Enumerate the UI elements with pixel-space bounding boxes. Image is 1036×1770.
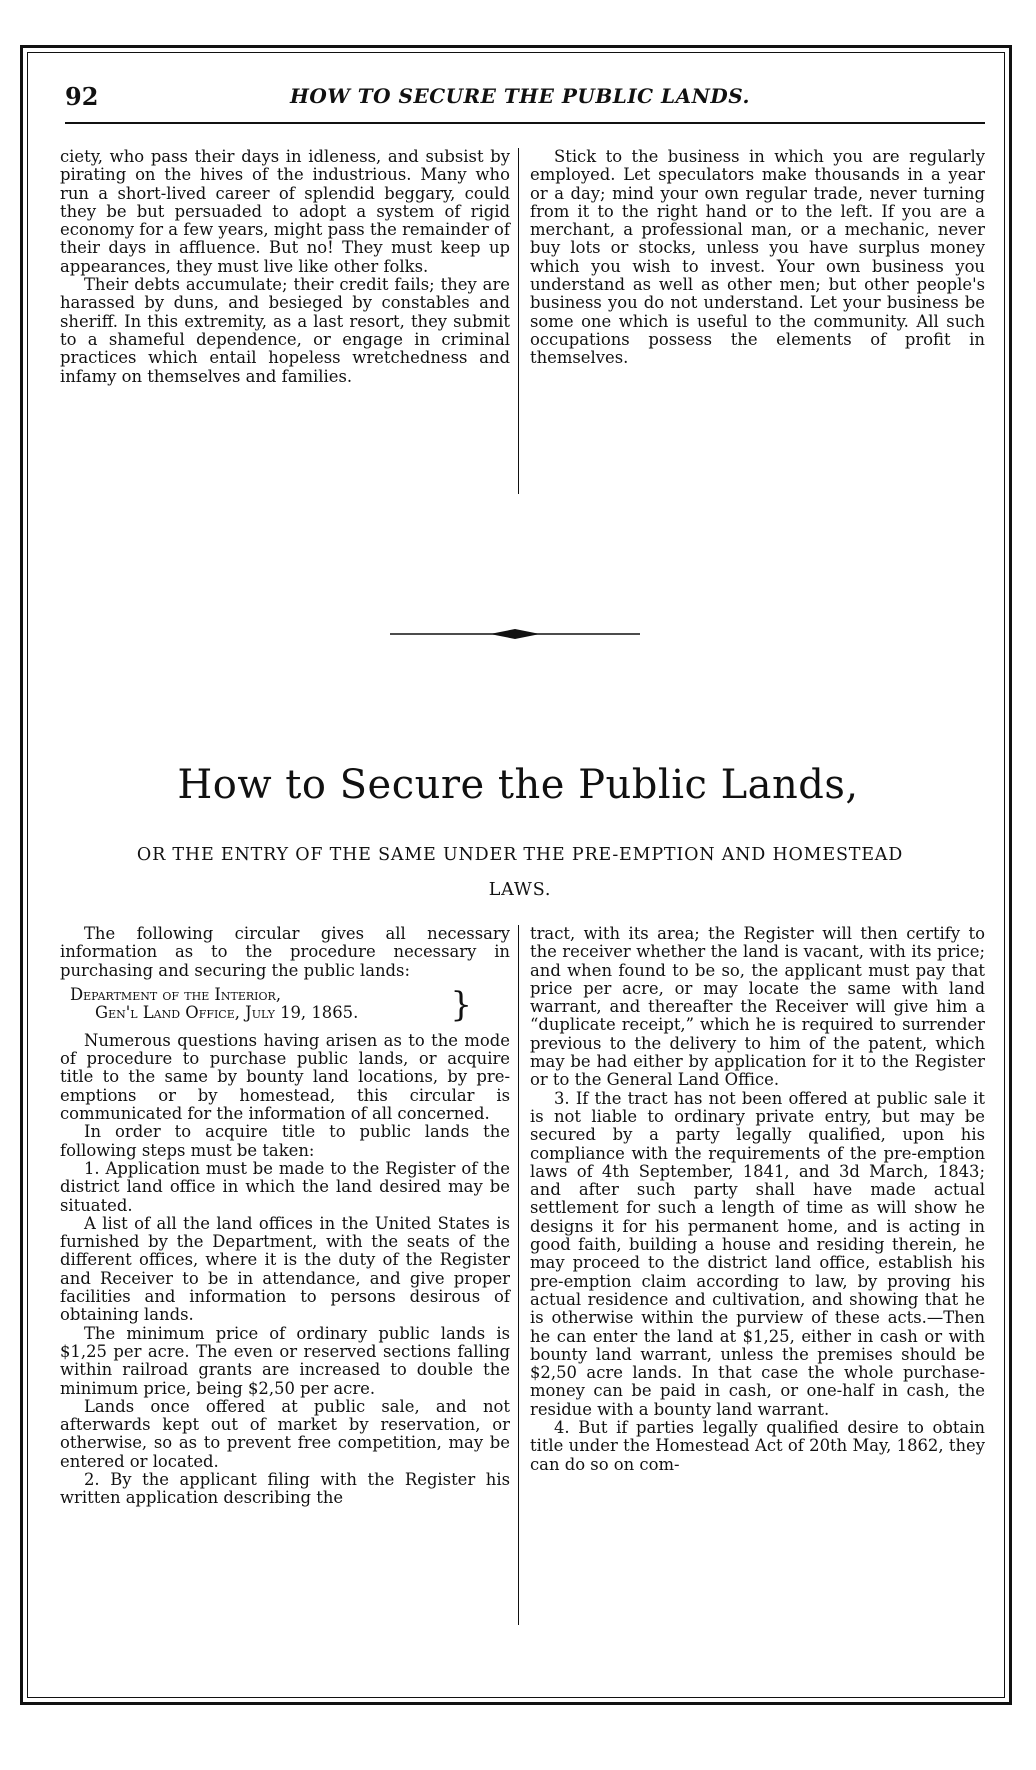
dateline-line: Gen'l Land Office, July 19, 1865. — [95, 1002, 359, 1022]
bottom-right-column — [530, 925, 985, 1474]
paragraph: 3. If the tract has not been offered at public sale it is not liable to ordinary private entry, but may be secured by a party legally qualified, upon his compliance with the requirements of the pre-emption laws of 4th September, 1841, and 3d March, 1843; and after such party shall have made actual settlement for such a length of time as will show he designs it for his permanent home, and is acting in good faith, building a house and residing therein, he may proceed to the district land office, establish his pre-emption claim according to law, by proving his actual residence and cultivation, and showing that he is otherwise within the purview of these acts.—Then he can enter the land at $1,25, either in cash or with bounty land warrant, unless the premises should be $2,50 acre lands. In that case the whole purchase-money can be paid in cash, or one-half in cash, the residue with a bounty land warrant. — [530, 1088, 985, 1419]
top-right-column — [530, 148, 985, 368]
paragraph: The minimum price of ordinary public lands is $1,25 per acre. The even or reserved sections falling within railroad grants are increased to double the minimum price, being $2,50 per acre. — [60, 1323, 510, 1398]
dateline — [70, 984, 510, 1025]
subtitle-line: LAWS. — [488, 880, 552, 900]
paragraph: 1. Application must be made to the Register of the district land office in which the land desired may be situated. — [60, 1158, 510, 1215]
section-title: How to Secure the Public Lands, — [177, 762, 859, 808]
paragraph: Stick to the business in which you are regularly employed. Let speculators make thousands in a year or a day; mind your own regular trade, never turning from it to the right hand or to the left. If you are a merchant, a professional man, or a mechanic, never buy lots or stocks, unless you have surplus money which you wish to invest. Your own business you understand as well as other men; but other people's business you do not understand. Let your business be some one which is useful to the community. All such occupations possess the elements of profit in themselves. — [530, 147, 985, 368]
page-header — [65, 82, 985, 110]
paragraph: 4. But if parties legally qualified desire to obtain title under the Homestead Act of 20th May, 1862, they can do so on com- — [530, 1418, 985, 1474]
column-divider — [518, 925, 519, 1625]
subtitle-line: OR THE ENTRY OF THE SAME UNDER THE PRE-EMPTION AND HOMESTEAD — [136, 845, 904, 865]
paragraph: ciety, who pass their days in idleness, and subsist by pirating on the hives of the industrious. Many who run a short-lived career of splendid beggary, could they be but persuaded to adopt a system of rigid economy for a few years, might pass the remainder of their days in affluence. But no! They must keep up appearances, they must live like other folks. — [60, 147, 510, 276]
column-divider — [518, 148, 519, 494]
section-subtitle — [60, 838, 980, 908]
bottom-left-column — [60, 925, 510, 1508]
paragraph: Lands once offered at public sale, and not afterwards kept out of market by reservation, or otherwise, so as to prevent free competition, may be entered or located. — [60, 1396, 510, 1471]
paragraph: A list of all the land offices in the United States is furnished by the Department, with the seats of the different offices, where it is the duty of the Register and Receiver to be in attendance, and give proper facilities and information to persons desirous of obtaining lands. — [60, 1213, 510, 1325]
section-ornament — [390, 622, 640, 646]
dateline-line: Department of the Interior, — [70, 984, 282, 1004]
header-rule — [65, 122, 985, 124]
paragraph: The following circular gives all necessary information as to the procedure necessary in purchasing and securing the public lands: — [60, 924, 510, 980]
running-head: HOW TO SECURE THE PUBLIC LANDS. — [290, 84, 750, 108]
page-number: 92 — [65, 82, 99, 111]
paragraph: In order to acquire title to public lands the following steps must be taken: — [60, 1122, 510, 1160]
paragraph: 2. By the applicant filing with the Register his written application describing the — [60, 1470, 510, 1508]
paragraph: Numerous questions having arisen as to the mode of procedure to purchase public lands, or acquire title to the same by bounty land locations, by pre-emptions or by homestead, this circular is communicated for the information of all concerned. — [60, 1030, 510, 1124]
brace-glyph: } — [450, 984, 472, 1025]
top-left-column — [60, 148, 510, 386]
paragraph: Their debts accumulate; their credit fails; they are harassed by duns, and besieged by constables and sheriff. In this extremity, as a last resort, they submit to a shameful dependence, or engage in criminal practices which entail hopeless wretchedness and infamy on themselves and families. — [60, 275, 510, 386]
paragraph: tract, with its area; the Register will then certify to the receiver whether the land is vacant, with its price; and when found to be so, the applicant must pay that price per acre, or may locate the same with land warrant, and thereafter the Receiver will give him a “duplicate receipt,” which he is required to surrender previous to the delivery to him of the patent, which may be had either by application for it to the Register or to the General Land Office. — [530, 924, 985, 1090]
